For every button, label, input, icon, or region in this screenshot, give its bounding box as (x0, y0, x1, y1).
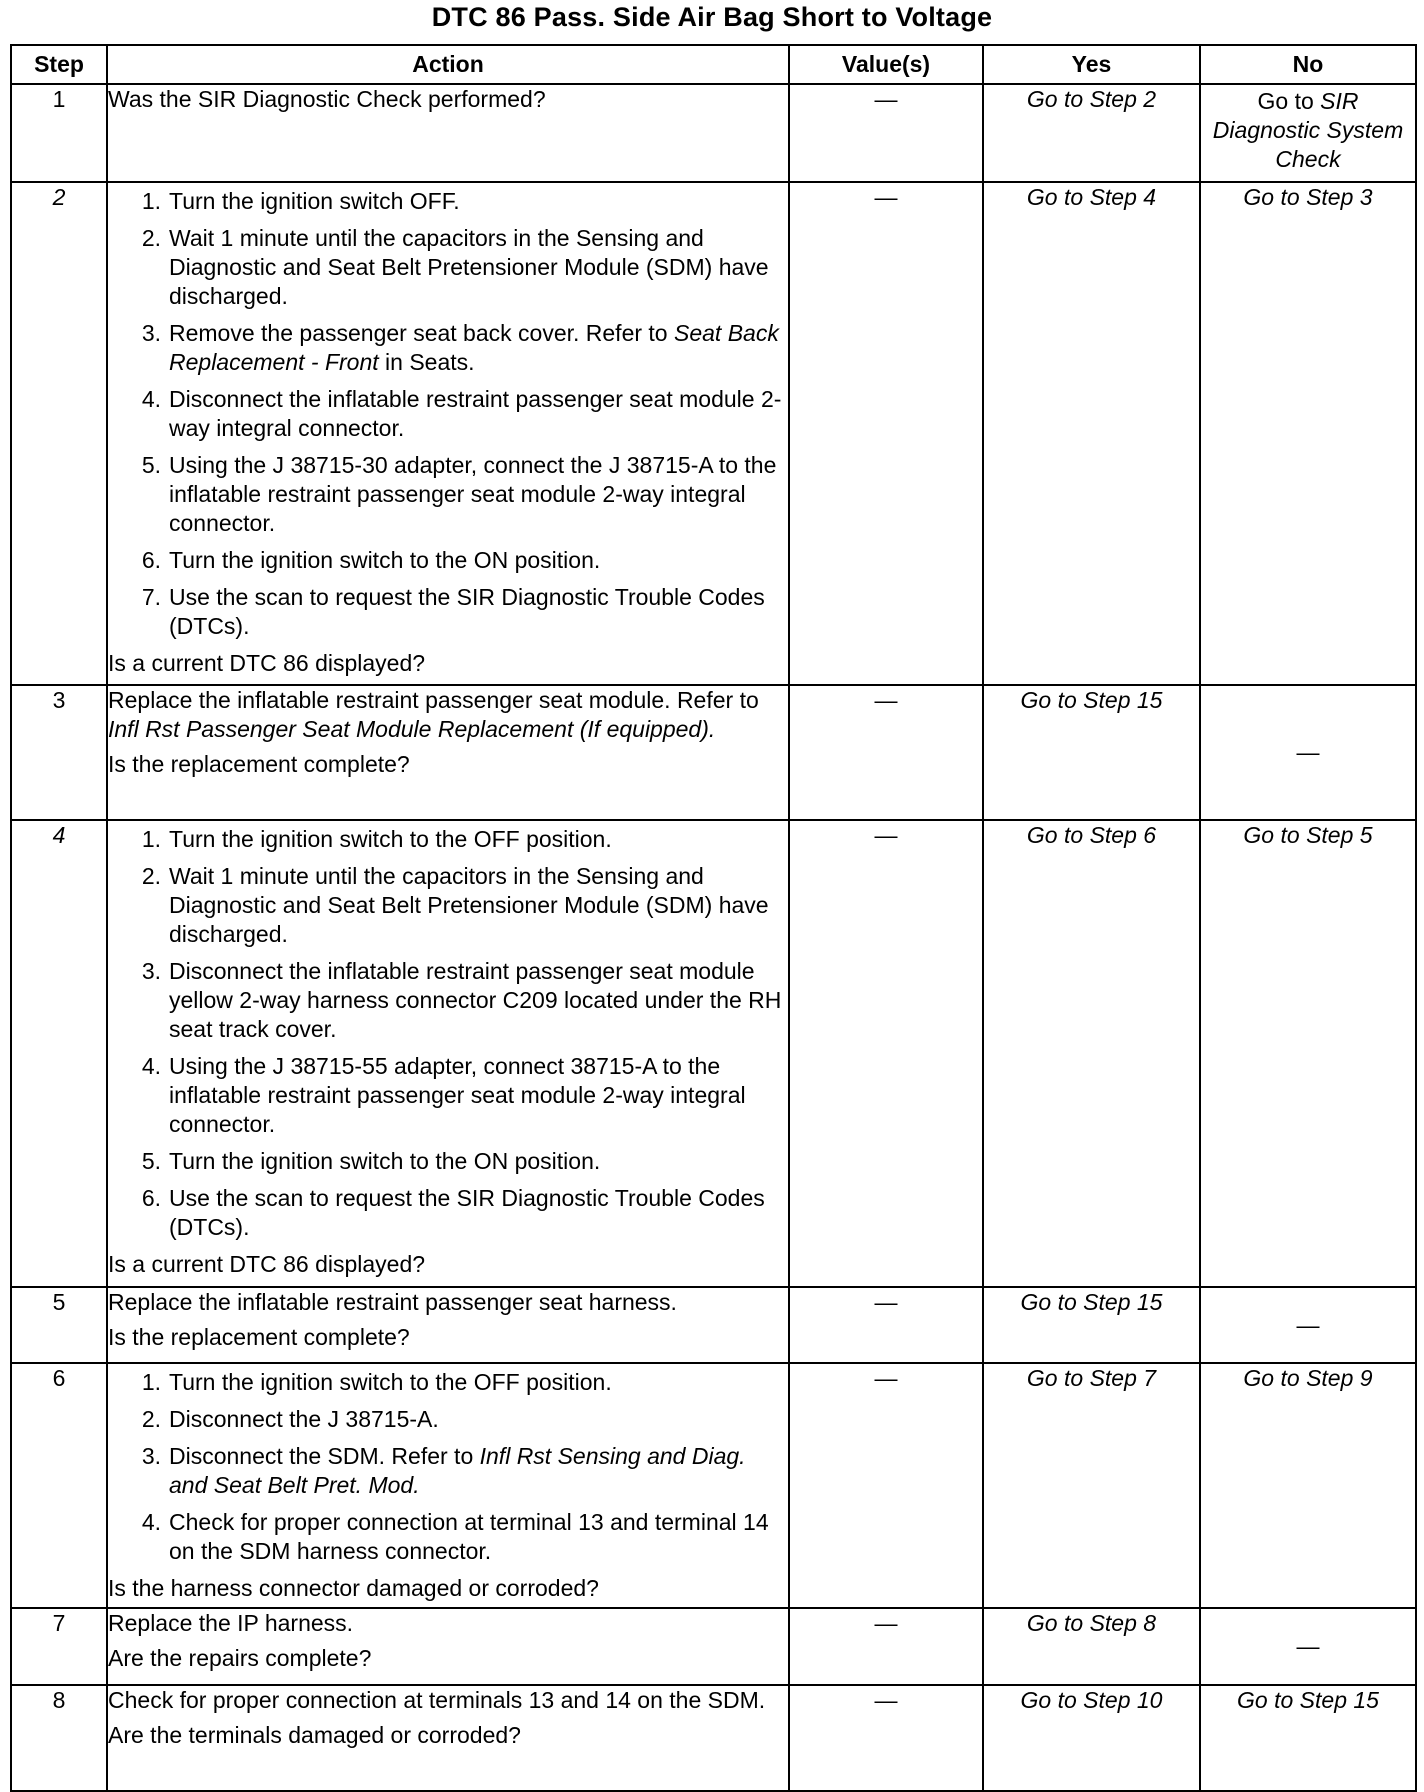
value-cell (789, 820, 983, 1287)
table-row (11, 1685, 1416, 1791)
value-dash: — (874, 822, 898, 848)
no-dash: — (1296, 1633, 1320, 1659)
table-row (11, 685, 1416, 820)
item-number: 1. (141, 1369, 161, 1395)
item-number: 7. (141, 584, 161, 610)
yes-link[interactable]: Go to Step 10 (1020, 1687, 1163, 1713)
item-number: 1. (141, 826, 161, 852)
no-link[interactable]: Go to Step 5 (1243, 822, 1373, 848)
yes-link[interactable]: Go to Step 15 (1020, 1289, 1163, 1315)
header-action: Action (107, 45, 789, 84)
item-text-part: in Seats. (378, 349, 475, 375)
item-text: Use the scan to request the SIR Diagnostic Trouble Codes (DTCs). (169, 584, 765, 639)
value-cell (789, 1608, 983, 1685)
question-text: Is the replacement complete? (108, 1324, 410, 1350)
list-item (108, 319, 788, 377)
item-number: 2. (141, 225, 161, 251)
value-dash: — (874, 1289, 898, 1315)
yes-cell (983, 1287, 1200, 1363)
list-item (108, 546, 788, 575)
action-cell (107, 1363, 789, 1608)
item-text: Disconnect the J 38715-A. (169, 1406, 439, 1432)
table-row (11, 84, 1416, 182)
value-dash: — (874, 1610, 898, 1636)
header-step: Step (11, 45, 107, 84)
item-number: 1. (141, 188, 161, 214)
table-row (11, 182, 1416, 685)
value-dash: — (874, 86, 898, 112)
no-cell (1200, 1287, 1416, 1363)
no-dash: — (1296, 739, 1320, 765)
question-text: Was the SIR Diagnostic Check performed? (108, 86, 546, 112)
action-cell (107, 685, 789, 820)
list-item (108, 583, 788, 641)
list-item (108, 224, 788, 311)
item-text (169, 319, 788, 377)
yes-link[interactable]: Go to Step 7 (1026, 1365, 1157, 1391)
list-item (108, 1052, 788, 1139)
value-cell (789, 84, 983, 182)
question-text: Are the repairs complete? (108, 1645, 372, 1671)
question-text: Is a current DTC 86 displayed? (108, 1251, 426, 1277)
item-number: 6. (141, 547, 161, 573)
value-cell (789, 1685, 983, 1791)
yes-cell (983, 84, 1200, 182)
item-number: 2. (141, 863, 161, 889)
list-item (108, 862, 788, 949)
item-text-part: Disconnect the SDM. Refer to (169, 1443, 480, 1469)
value-dash: — (874, 687, 898, 713)
item-reference: Infl Rst Sensing and Diag. and Seat Belt Pret. Mod. (169, 1443, 746, 1498)
yes-cell (983, 182, 1200, 685)
no-link[interactable]: Go to Step 9 (1243, 1365, 1373, 1391)
list-item (108, 1368, 788, 1397)
item-text-part: Remove the passenger seat back cover. Refer to (169, 320, 674, 346)
value-dash: — (874, 1365, 898, 1391)
item-text: Turn the ignition switch OFF. (169, 188, 460, 214)
yes-link[interactable]: Go to Step 15 (1020, 687, 1163, 713)
yes-cell (983, 685, 1200, 820)
step-number: 5 (11, 1287, 107, 1363)
procedure-list (108, 825, 788, 1242)
value-cell (789, 1287, 983, 1363)
value-cell (789, 685, 983, 820)
action-cell (107, 182, 789, 685)
list-item (108, 1184, 788, 1242)
no-cell (1200, 182, 1416, 685)
step-number: 6 (11, 1363, 107, 1608)
no-link[interactable]: Go to Step 3 (1243, 184, 1373, 210)
no-link-target: SIR Diagnostic System Check (1212, 88, 1404, 172)
item-text: Check for proper connection at terminal 13 and terminal 14 on the SDM harness connector. (169, 1509, 769, 1564)
item-number: 4. (141, 1053, 161, 1079)
instruction-text (108, 686, 788, 744)
yes-cell (983, 1685, 1200, 1791)
instruction-reference: Infl Rst Passenger Seat Module Replacement (If equipped). (108, 716, 716, 742)
item-text: Turn the ignition switch to the OFF position. (169, 1369, 612, 1395)
step-number: 7 (11, 1608, 107, 1685)
list-item (108, 187, 788, 216)
question-text: Is a current DTC 86 displayed? (108, 650, 426, 676)
item-number: 6. (141, 1185, 161, 1211)
table-row (11, 1363, 1416, 1608)
procedure-list (108, 1368, 788, 1566)
no-link[interactable] (1201, 85, 1415, 177)
action-cell (107, 1287, 789, 1363)
yes-link[interactable]: Go to Step 6 (1026, 822, 1157, 848)
yes-link[interactable]: Go to Step 2 (1026, 86, 1157, 112)
action-cell (107, 1685, 789, 1791)
procedure-list (108, 187, 788, 641)
item-text: Wait 1 minute until the capacitors in the Sensing and Diagnostic and Seat Belt Pretensioner Module (SDM) have discharged. (169, 863, 769, 947)
item-text (169, 1442, 788, 1500)
no-dash: — (1296, 1311, 1320, 1338)
step-number: 8 (11, 1685, 107, 1791)
item-text: Turn the ignition switch to the ON position. (169, 547, 601, 573)
no-link-prefix: Go to (1257, 88, 1321, 114)
instruction-part: Replace the inflatable restraint passenger seat module. Refer to (108, 687, 759, 713)
instruction-text: Replace the inflatable restraint passenger seat harness. (108, 1289, 677, 1315)
item-number: 4. (141, 386, 161, 412)
item-text: Using the J 38715-30 adapter, connect the J 38715-A to the inflatable restraint passenger seat module 2-way integral connector. (169, 452, 777, 536)
no-cell (1200, 685, 1416, 820)
yes-link[interactable]: Go to Step 4 (1026, 184, 1157, 210)
no-cell (1200, 1363, 1416, 1608)
diagnostic-table (10, 44, 1417, 1792)
instruction-text: Replace the IP harness. (108, 1610, 354, 1636)
item-number: 3. (141, 320, 161, 346)
question-text: Is the replacement complete? (108, 751, 410, 777)
item-number: 5. (141, 452, 161, 478)
question-text: Is the harness connector damaged or corroded? (108, 1575, 599, 1601)
value-dash: — (874, 1687, 898, 1713)
header-values: Value(s) (789, 45, 983, 84)
table-row (11, 1287, 1416, 1363)
yes-cell (983, 1363, 1200, 1608)
instruction-text: Check for proper connection at terminals 13 and 14 on the SDM. (108, 1687, 766, 1713)
question-text: Are the terminals damaged or corroded? (108, 1722, 521, 1748)
item-text: Disconnect the inflatable restraint passenger seat module yellow 2-way harness connector C209 located under the RH seat track cover. (169, 958, 782, 1042)
action-cell (107, 84, 789, 182)
item-text: Use the scan to request the SIR Diagnostic Trouble Codes (DTCs). (169, 1185, 765, 1240)
no-cell (1200, 84, 1416, 182)
list-item (108, 1147, 788, 1176)
item-number: 5. (141, 1148, 161, 1174)
value-dash: — (874, 184, 898, 210)
page-title: DTC 86 Pass. Side Air Bag Short to Voltage (431, 2, 993, 32)
item-number: 4. (141, 1509, 161, 1535)
item-text: Turn the ignition switch to the ON position. (169, 1148, 601, 1174)
yes-cell (983, 1608, 1200, 1685)
table-header-row (11, 45, 1416, 84)
value-cell (789, 1363, 983, 1608)
step-number: 2 (11, 182, 107, 685)
list-item (108, 957, 788, 1044)
step-number: 1 (11, 84, 107, 182)
no-cell (1200, 1608, 1416, 1685)
list-item (108, 825, 788, 854)
item-number: 2. (141, 1406, 161, 1432)
step-number: 4 (11, 820, 107, 1287)
action-cell (107, 820, 789, 1287)
item-text: Using the J 38715-55 adapter, connect 38715-A to the inflatable restraint passenger seat module 2-way integral connector. (169, 1053, 746, 1137)
table-row (11, 820, 1416, 1287)
item-text: Turn the ignition switch to the OFF position. (169, 826, 612, 852)
value-cell (789, 182, 983, 685)
table-row (11, 1608, 1416, 1685)
header-no: No (1200, 45, 1416, 84)
step-number: 3 (11, 685, 107, 820)
item-text: Disconnect the inflatable restraint passenger seat module 2-way integral connector. (169, 386, 782, 441)
item-number: 3. (141, 1443, 161, 1469)
no-cell (1200, 820, 1416, 1287)
no-link[interactable]: Go to Step 15 (1237, 1687, 1379, 1713)
no-cell (1200, 1685, 1416, 1791)
item-text: Wait 1 minute until the capacitors in the Sensing and Diagnostic and Seat Belt Pretensioner Module (SDM) have discharged. (169, 225, 769, 309)
item-reference: Seat Back Replacement - Front (169, 320, 779, 375)
yes-cell (983, 820, 1200, 1287)
action-cell (107, 1608, 789, 1685)
item-number: 3. (141, 958, 161, 984)
header-yes: Yes (983, 45, 1200, 84)
yes-link[interactable]: Go to Step 8 (1026, 1610, 1157, 1636)
list-item (108, 385, 788, 443)
list-item (108, 1442, 788, 1500)
list-item (108, 451, 788, 538)
list-item (108, 1405, 788, 1434)
list-item (108, 1508, 788, 1566)
